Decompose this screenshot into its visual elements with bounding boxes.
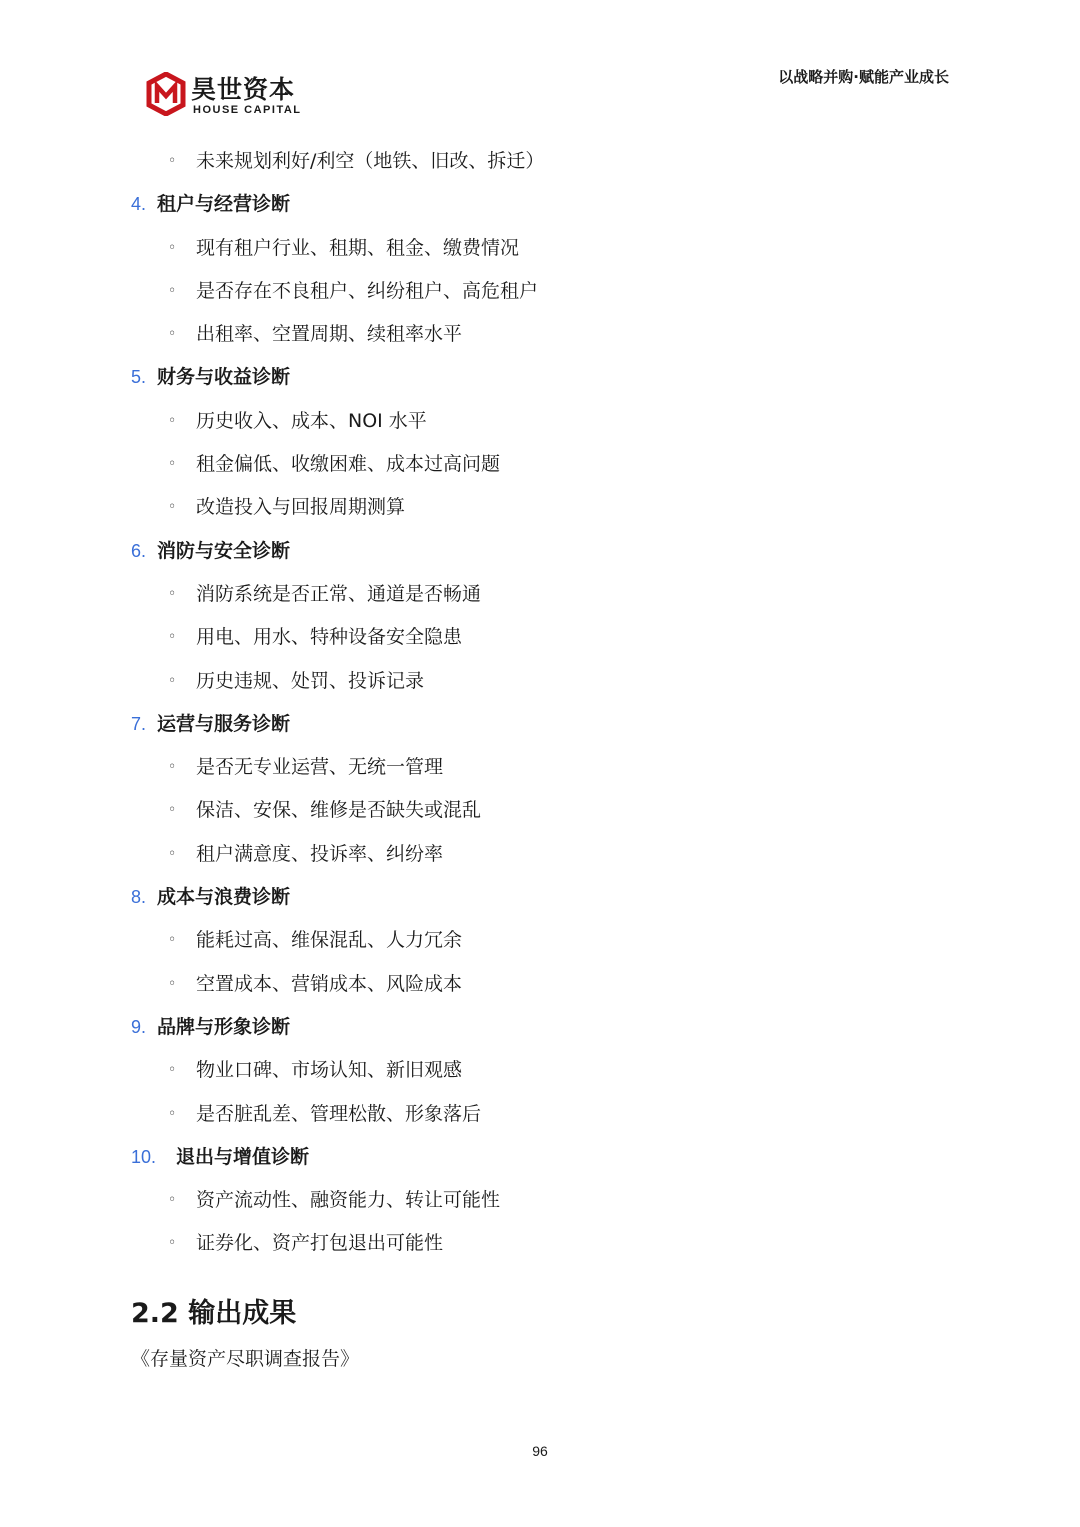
section-heading	[0, 356, 1080, 399]
list-item-text: 空置成本、营销成本、风险成本	[196, 972, 463, 995]
list-item	[0, 486, 1080, 529]
section-number: 5.	[131, 367, 147, 388]
bullet-icon: ◦	[168, 1235, 177, 1252]
section-number: 4.	[131, 194, 147, 215]
bullet-icon: ◦	[168, 412, 177, 429]
section-heading	[0, 1006, 1080, 1049]
list-item	[0, 1093, 1080, 1136]
section-heading	[0, 1136, 1080, 1179]
list-item-text: 证券化、资产打包退出可能性	[196, 1232, 444, 1255]
list-item-text: 保洁、安保、维修是否缺失或混乱	[196, 799, 482, 822]
list-item	[0, 660, 1080, 703]
list-item	[0, 833, 1080, 876]
list-item	[0, 1222, 1080, 1265]
bullet-icon: ◦	[168, 629, 177, 646]
bullet-icon: ◦	[168, 326, 177, 343]
bullet-icon: ◦	[168, 499, 177, 516]
list-item-text: 历史收入、成本、NOI 水平	[196, 409, 427, 432]
company-logo	[144, 72, 319, 122]
document-body	[0, 140, 1080, 1266]
section-number: 9.	[131, 1016, 147, 1037]
bullet-icon: ◦	[168, 585, 177, 602]
output-section-title: 2.2 输出成果	[131, 1298, 297, 1329]
bullet-icon: ◦	[168, 239, 177, 256]
list-item	[0, 443, 1080, 486]
list-item	[0, 963, 1080, 1006]
list-item-text: 未来规划利好/利空（地铁、旧改、拆迁）	[196, 150, 545, 172]
section-number: 10.	[131, 1146, 157, 1167]
section-title: 退出与增值诊断	[176, 1145, 310, 1168]
logo-english-name: HOUSE CAPITAL	[193, 104, 302, 116]
list-item	[0, 746, 1080, 789]
list-item	[0, 789, 1080, 832]
list-item-text: 是否无专业运营、无统一管理	[196, 756, 444, 779]
list-item	[0, 616, 1080, 659]
list-item-text: 租户满意度、投诉率、纠纷率	[196, 842, 444, 865]
list-item	[0, 1179, 1080, 1222]
page-number: 96	[532, 1443, 548, 1459]
list-item	[0, 573, 1080, 616]
list-item-text: 改造投入与回报周期测算	[196, 496, 406, 519]
section-heading	[0, 876, 1080, 919]
bullet-icon: ◦	[168, 845, 177, 862]
list-item-text: 是否脏乱差、管理松散、形象落后	[196, 1102, 482, 1125]
section-number: 6.	[131, 540, 147, 561]
bullet-icon: ◦	[168, 456, 177, 473]
section-heading	[0, 530, 1080, 573]
list-item	[0, 227, 1080, 270]
output-section-text: 《存量资产尽职调查报告》	[131, 1348, 360, 1370]
house-capital-logo-icon	[144, 72, 188, 116]
list-item-text: 出租率、空置周期、续租率水平	[196, 323, 463, 346]
list-item	[0, 400, 1080, 443]
bullet-icon: ◦	[168, 932, 177, 949]
list-item-text: 能耗过高、维保混乱、人力冗余	[196, 929, 463, 952]
section-heading	[0, 703, 1080, 746]
list-item-text: 物业口碑、市场认知、新旧观感	[196, 1059, 463, 1082]
list-item	[0, 140, 1080, 183]
bullet-icon: ◦	[168, 1105, 177, 1122]
list-item	[0, 919, 1080, 962]
list-item	[0, 1049, 1080, 1092]
header-slogan: 以战略并购·赋能产业成长	[778, 68, 949, 86]
section-title: 消防与安全诊断	[157, 539, 291, 562]
bullet-icon: ◦	[168, 672, 177, 689]
list-item-text: 租金偏低、收缴困难、成本过高问题	[196, 453, 501, 476]
list-item-text: 现有租户行业、租期、租金、缴费情况	[196, 236, 520, 259]
section-heading	[0, 183, 1080, 226]
bullet-icon: ◦	[168, 153, 177, 169]
section-title: 财务与收益诊断	[157, 366, 291, 389]
list-item-text: 历史违规、处罚、投诉记录	[196, 669, 425, 692]
bullet-icon: ◦	[168, 1192, 177, 1209]
bullet-icon: ◦	[168, 975, 177, 992]
list-item	[0, 313, 1080, 356]
list-item-text: 是否存在不良租户、纠纷租户、高危租户	[196, 279, 539, 302]
section-title: 租户与经营诊断	[157, 193, 291, 216]
list-item-text: 消防系统是否正常、通道是否畅通	[196, 582, 482, 605]
section-title: 成本与浪费诊断	[157, 886, 291, 909]
bullet-icon: ◦	[168, 759, 177, 776]
bullet-icon: ◦	[168, 282, 177, 299]
bullet-icon: ◦	[168, 802, 177, 819]
bullet-icon: ◦	[168, 1062, 177, 1079]
list-item-text: 用电、用水、特种设备安全隐患	[196, 626, 463, 649]
list-item	[0, 270, 1080, 313]
section-number: 8.	[131, 887, 147, 908]
section-title: 品牌与形象诊断	[157, 1015, 291, 1038]
section-number: 7.	[131, 713, 147, 734]
logo-chinese-name: 昊世资本	[191, 75, 296, 104]
section-title: 运营与服务诊断	[157, 712, 291, 735]
list-item-text: 资产流动性、融资能力、转让可能性	[196, 1189, 501, 1212]
